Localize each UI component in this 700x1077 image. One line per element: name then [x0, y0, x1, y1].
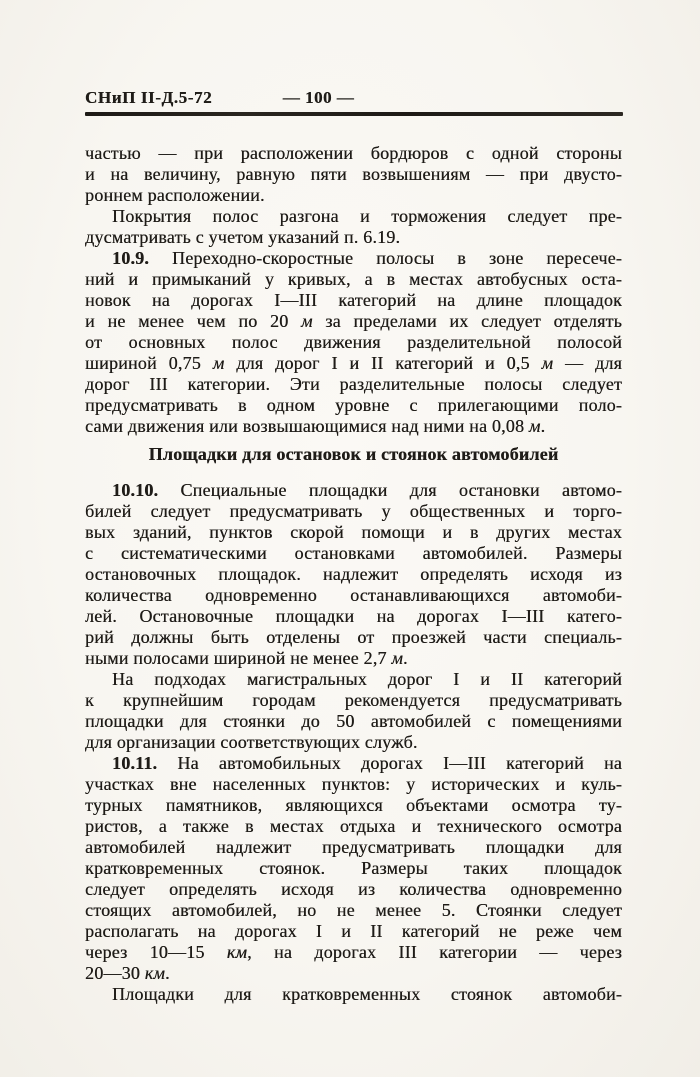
text-line: новок на дорогах I—III категорий на длине площадок [85, 290, 622, 310]
page-number: — 100 — [282, 88, 355, 107]
page-header [85, 88, 622, 110]
text-line: 10.9. Переходно-скоростные полосы в зоне пересече- [112, 248, 622, 268]
text-line: следует определять исходя из количества одновременно [85, 879, 622, 899]
text-line: частью — при расположении бордюров с одной стороны [85, 143, 622, 163]
text-line: дорог III категории. Эти разделительные полосы следует [85, 374, 622, 394]
text-line: сами движения или возвышающимися над ними на 0,08 м. [85, 416, 546, 436]
unit-abbrev: км [226, 942, 248, 962]
text-line: ний и примыканий у кривых, а в местах автобусных оста- [85, 269, 622, 289]
text-line: площадки для стоянки до 50 автомобилей с помещениями [85, 711, 622, 731]
text-line: билей следует предусматривать у общественных и торго- [85, 501, 622, 521]
paragraph [85, 984, 622, 1005]
text-line: 10.11. На автомобильных дорогах I—III категорий на [112, 753, 622, 773]
unit-abbrev: м [301, 311, 313, 331]
text-line: располагать на дорогах I и II категорий не реже чем [85, 921, 622, 941]
text-line: автомобилей надлежит предусматривать площадки для [85, 837, 622, 857]
paragraph [85, 669, 622, 753]
text-line: к крупнейшим городам рекомендуется предусматривать [85, 690, 622, 710]
text-line: рий должны быть отделены от проезжей части специаль- [85, 627, 622, 647]
text-line: с систематическими остановками автомобилей. Размеры [85, 543, 622, 563]
text-line: турных памятников, являющихся объектами осмотра ту- [85, 795, 622, 815]
section-heading: Площадки для остановок и стоянок автомобилей [148, 444, 559, 464]
text-line: дусматривать с учетом указаний п. 6.19. [85, 227, 401, 247]
text-line: кратковременных стоянок. Размеры таких площадок [85, 858, 622, 878]
text-line: шириной 0,75 м для дорог I и II категорий и 0,5 м — для [85, 353, 622, 373]
text-line: и не менее чем по 20 м за пределами их следует отделять [85, 311, 622, 331]
unit-abbrev: м [212, 353, 225, 373]
unit-abbrev: м [528, 416, 541, 436]
text-line: ристов, а также в местах отдыха и технического осмотра [85, 816, 622, 836]
clause-number: 10.11. [112, 753, 158, 773]
page-body [85, 143, 622, 1005]
text-line: ными полосами шириной не менее 2,7 м. [85, 648, 408, 668]
text-line: лей. Остановочные площадки на дорогах I—III катего- [85, 606, 622, 626]
text-line: участках вне населенных пунктов: у исторических и куль- [85, 774, 622, 794]
text-line: вых зданий, пунктов скорой помощи и в других местах [85, 522, 622, 542]
unit-abbrev: м [541, 353, 554, 373]
paragraph [85, 206, 622, 248]
text-line: роннем расположении. [85, 185, 265, 205]
text-line: Покрытия полос разгона и торможения следует пре- [112, 206, 622, 226]
paragraph [85, 480, 622, 669]
header-rule [85, 112, 623, 116]
text-line: предусматривать в одном уровне с прилегающими поло- [85, 395, 622, 415]
text-line: от основных полос движения разделительной полосой [85, 332, 622, 352]
paragraph [85, 753, 622, 984]
document-code: СНиП II-Д.5-72 [85, 88, 213, 107]
clause-number: 10.9. [112, 248, 149, 268]
text-line: количества одновременно останавливающихся автомоби- [85, 585, 622, 605]
unit-abbrev: км [144, 963, 166, 983]
text-line: стоящих автомобилей, но не менее 5. Стоянки следует [85, 900, 622, 920]
clause-number: 10.10. [112, 480, 159, 500]
text-line: через 10—15 км, на дорогах III категории — через [85, 942, 622, 962]
text-line: 20—30 км. [85, 963, 170, 983]
text-line: Площадки для кратковременных стоянок автомоби- [112, 984, 622, 1004]
paragraph [85, 248, 622, 437]
text-line: На подходах магистральных дорог I и II категорий [112, 669, 622, 689]
text-line: 10.10. Специальные площадки для остановки автомо- [112, 480, 622, 500]
text-line: для организации соответствующих служб. [85, 732, 418, 752]
paragraph [85, 143, 622, 206]
unit-abbrev: м [391, 648, 403, 668]
text-line: и на величину, равную пяти возвышениям — при двусто- [85, 164, 622, 184]
text-line: остановочных площадок. надлежит определять исходя из [85, 564, 622, 584]
